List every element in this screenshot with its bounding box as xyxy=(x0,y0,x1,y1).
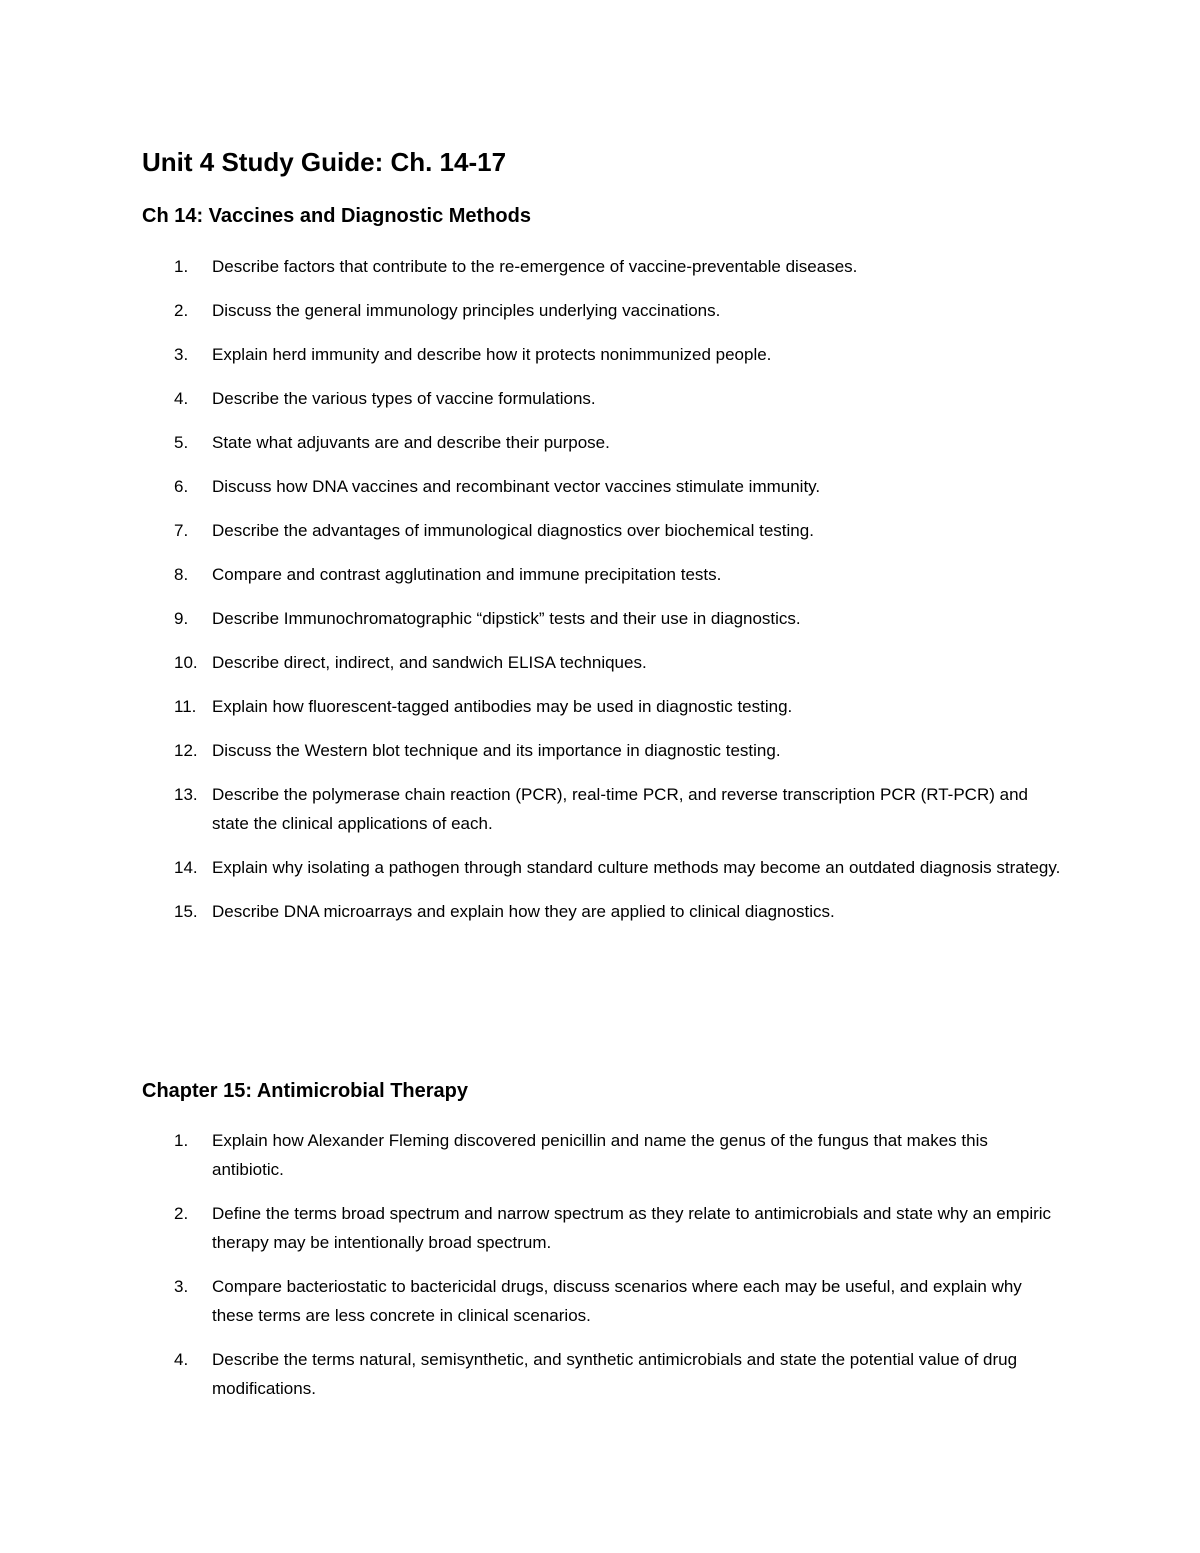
item-number: 10. xyxy=(174,653,198,672)
list-item xyxy=(142,604,1062,633)
list-item xyxy=(142,736,1062,765)
item-number: 12. xyxy=(174,741,198,760)
list-item xyxy=(142,1272,1062,1330)
list-item xyxy=(142,252,1062,281)
document-title: Unit 4 Study Guide: Ch. 14-17 xyxy=(142,147,507,177)
section-heading-ch15: Chapter 15: Antimicrobial Therapy xyxy=(142,1080,468,1102)
list-item xyxy=(142,560,1062,589)
item-text: Discuss how DNA vaccines and recombinant vector vaccines stimulate immunity. xyxy=(212,477,821,496)
item-number: 15. xyxy=(174,902,198,921)
item-text: Explain how Alexander Fleming discovered penicillin and name the genus of the fungus that makes this antibiotic. xyxy=(212,1131,988,1179)
item-number: 4. xyxy=(174,1350,189,1369)
item-text: Describe the terms natural, semisynthetic, and synthetic antimicrobials and state the potential value of drug modifications. xyxy=(212,1350,1018,1398)
item-text: State what adjuvants are and describe their purpose. xyxy=(212,433,610,452)
item-text: Describe Immunochromatographic “dipstick” tests and their use in diagnostics. xyxy=(212,609,801,628)
list-item xyxy=(142,1126,1062,1184)
list-item xyxy=(142,692,1062,721)
list-item xyxy=(142,853,1062,882)
item-number: 4. xyxy=(174,389,189,408)
item-text: Compare and contrast agglutination and immune precipitation tests. xyxy=(212,565,722,584)
item-text: Explain herd immunity and describe how it protects nonimmunized people. xyxy=(212,345,772,364)
item-number: 6. xyxy=(174,477,189,496)
item-text: Define the terms broad spectrum and narrow spectrum as they relate to antimicrobials and state why an empiric therapy may be intentionally broad spectrum. xyxy=(212,1204,1052,1252)
item-text: Explain how fluorescent-tagged antibodies may be used in diagnostic testing. xyxy=(212,697,793,716)
section-heading-ch14: Ch 14: Vaccines and Diagnostic Methods xyxy=(142,205,531,227)
list-item xyxy=(142,296,1062,325)
item-text: Describe direct, indirect, and sandwich ELISA techniques. xyxy=(212,653,647,672)
item-number: 3. xyxy=(174,345,189,364)
list-item xyxy=(142,472,1062,501)
item-number: 3. xyxy=(174,1277,189,1296)
item-text: Discuss the Western blot technique and its importance in diagnostic testing. xyxy=(212,741,781,760)
item-text: Describe the polymerase chain reaction (PCR), real-time PCR, and reverse transcription PCR (RT-PCR) and state the clinical applications of each. xyxy=(212,785,1028,833)
item-number: 5. xyxy=(174,433,189,452)
item-number: 2. xyxy=(174,1204,189,1223)
list-item xyxy=(142,340,1062,369)
list-item xyxy=(142,1199,1062,1257)
item-text: Explain why isolating a pathogen through standard culture methods may become an outdated diagnosis strategy. xyxy=(212,858,1061,877)
objective-list-ch14 xyxy=(142,252,1062,941)
item-number: 1. xyxy=(174,1131,189,1150)
item-number: 2. xyxy=(174,301,189,320)
item-number: 8. xyxy=(174,565,189,584)
item-number: 13. xyxy=(174,785,198,804)
item-text: Describe DNA microarrays and explain how they are applied to clinical diagnostics. xyxy=(212,902,835,921)
list-item xyxy=(142,897,1062,926)
list-item xyxy=(142,516,1062,545)
list-item xyxy=(142,1345,1062,1403)
item-text: Describe the various types of vaccine formulations. xyxy=(212,389,596,408)
item-number: 9. xyxy=(174,609,189,628)
item-text: Describe the advantages of immunological diagnostics over biochemical testing. xyxy=(212,521,814,540)
item-text: Discuss the general immunology principles underlying vaccinations. xyxy=(212,301,721,320)
item-number: 7. xyxy=(174,521,189,540)
item-number: 14. xyxy=(174,858,198,877)
list-item xyxy=(142,428,1062,457)
objective-list-ch15 xyxy=(142,1126,1062,1418)
list-item xyxy=(142,780,1062,838)
item-text: Compare bacteriostatic to bactericidal drugs, discuss scenarios where each may be useful, and explain why these terms are less concrete in clinical scenarios. xyxy=(212,1277,1022,1325)
item-number: 11. xyxy=(174,697,197,716)
item-text: Describe factors that contribute to the re-emergence of vaccine-preventable diseases. xyxy=(212,257,858,276)
list-item xyxy=(142,384,1062,413)
item-number: 1. xyxy=(174,257,189,276)
list-item xyxy=(142,648,1062,677)
